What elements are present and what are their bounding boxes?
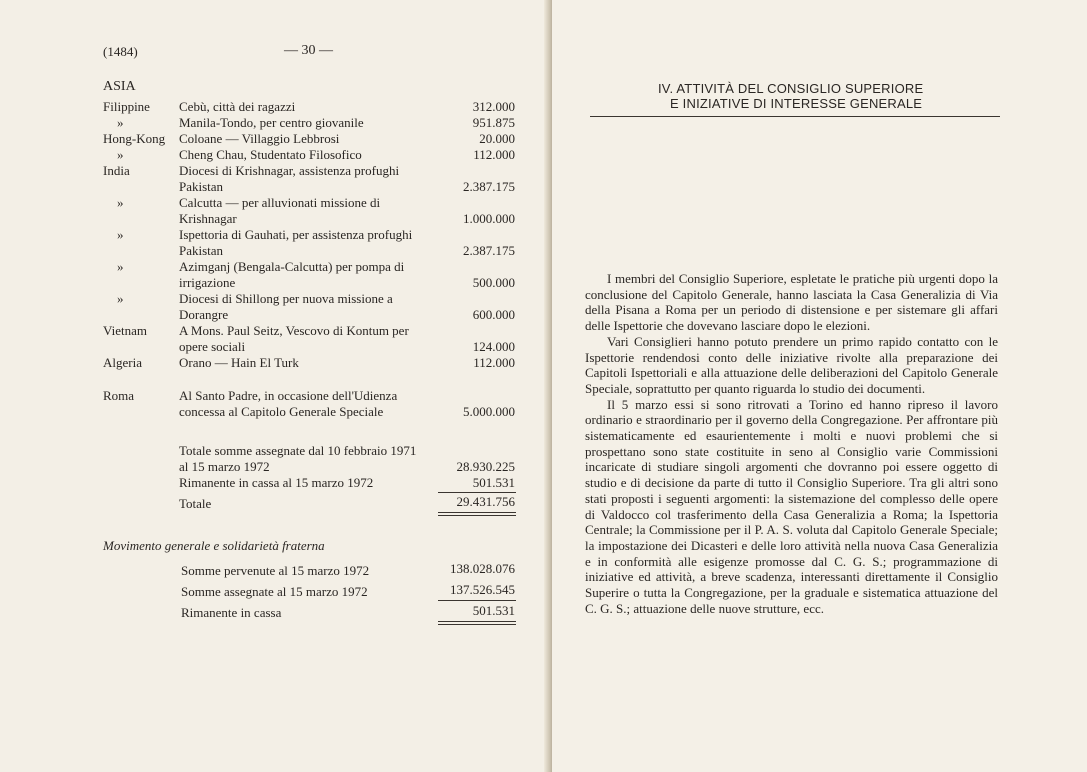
country-cell: »: [117, 115, 124, 130]
totals-line: Totale: [179, 496, 212, 511]
description-cell: Azimganj (Bengala-Calcutta) per pompa di irrigazione: [179, 259, 405, 290]
document-number: (1484): [103, 44, 138, 59]
sum-rule: [438, 492, 516, 493]
sum-rule: [438, 600, 516, 601]
description-cell: Diocesi di Shillong per nuova missione a Dorangre: [179, 291, 393, 322]
country-cell: Filippine: [103, 99, 150, 114]
movement-heading: Movimento generale e solidarietà fraterna: [103, 538, 325, 553]
description-cell: Cebù, città dei ragazzi: [179, 99, 296, 114]
page-number: — 30 —: [284, 43, 333, 58]
country-cell: Roma: [103, 388, 135, 403]
description-cell: Calcutta — per alluvionati missione di Krishnagar: [179, 195, 381, 226]
amount-cell: 312.000: [472, 99, 515, 114]
paragraph: I membri del Consiglio Superiore, espletate le pratiche più urgenti dopo la conclusione del Capitolo Generale, hanno lasciata la Casa Generalizia di Via della Pisana a Roma per un periodo di distensione e per sistemare gli affari delle Ispettorie che dovevano lasciare dopo le elezioni.: [585, 271, 998, 334]
body-text: [585, 271, 998, 616]
amount-cell: 951.875: [472, 115, 515, 130]
description-cell: Ispettoria di Gauhati, per assistenza profughi Pakistan: [179, 227, 413, 258]
amount-cell: 124.000: [472, 339, 515, 354]
paragraph: Il 5 marzo essi si sono ritrovati a Torino ed hanno ripreso il lavoro ordinario e straordinario per il governo della Congregazione. Per affrontare più sistematicamente ed esaurientemente i molti e nuovi problemi che si prospettano sono state costituite in seno al Consiglio varie Commissioni incaricate di studiare singoli argomenti che dovranno poi essere oggetto di studio e di decisione da parte di tutto il Consiglio Superiore. Tra gli altri sono stati proposti i seguenti argomenti: la sistemazione del complesso delle opere di Valdocco col trasferimento della Casa Generalizia a Roma; la Ispettoria Centrale; la Commissione per il P. A. S. voluta dal Capitolo Generale Speciale; la impostazione dei Dicasteri e delle loro attività nella nuova Casa Generalizia e in conformità alle esigenze promosse dal C. G. S.; programmazione di iniziative ed attività, a breve scadenza, interessanti direttamente il Consiglio Superire o tutta la Congregazione, per la graduale e sistematica attuazione del C. G. S.; attuazione delle nuove strutture, ecc.: [585, 396, 998, 616]
movement-label: Rimanente in cassa: [181, 605, 282, 620]
country-cell: »: [117, 227, 124, 242]
totals-line: Rimanente in cassa al 15 marzo 1972: [179, 475, 374, 490]
totals-line: al 15 marzo 1972: [179, 459, 270, 474]
table-row: [103, 259, 523, 291]
country-cell: Hong-Kong: [103, 131, 166, 146]
description-cell: Orano — Hain El Turk: [179, 355, 299, 370]
chapter-title-line: E INIZIATIVE DI INTERESSE GENERALE: [670, 96, 923, 111]
amount-cell: 112.000: [473, 147, 515, 162]
totals-amount: 28.930.225: [456, 459, 515, 474]
movement-amount: 137.526.545: [450, 582, 515, 597]
description-cell: Diocesi di Krishnagar, assistenza profughi Pakistan: [179, 163, 400, 194]
country-cell: »: [117, 147, 124, 162]
amount-cell: 112.000: [473, 355, 515, 370]
movement-label: Somme pervenute al 15 marzo 1972: [181, 563, 370, 578]
movement-amount: 501.531: [472, 603, 515, 618]
table-row: [103, 99, 523, 115]
description-cell: Cheng Chau, Studentato Filosofico: [179, 147, 362, 162]
description-cell: Manila-Tondo, per centro giovanile: [179, 115, 364, 130]
country-cell: »: [117, 291, 124, 306]
chapter-title-line: IV. ATTIVITÀ DEL CONSIGLIO SUPERIORE: [658, 81, 924, 96]
country-cell: »: [117, 195, 124, 210]
movement-label: Somme assegnate al 15 marzo 1972: [181, 584, 368, 599]
movement-amount: 138.028.076: [450, 561, 515, 576]
amount-cell: 600.000: [472, 307, 515, 322]
amount-cell: 20.000: [479, 131, 515, 146]
description-cell: A Mons. Paul Seitz, Vescovo di Kontum per opere sociali: [179, 323, 409, 354]
section-heading: ASIA: [103, 79, 136, 94]
table-row: [103, 115, 523, 131]
country-cell: Algeria: [103, 355, 142, 370]
table-row: [103, 163, 523, 195]
amount-cell: 500.000: [472, 275, 515, 290]
title-rule: [590, 116, 1000, 117]
table-row: [103, 355, 523, 371]
country-cell: India: [103, 163, 130, 178]
totals-amount: 29.431.756: [456, 494, 515, 509]
amount-cell: 1.000.000: [463, 211, 515, 226]
description-cell: Al Santo Padre, in occasione dell'Udienza concessa al Capitolo Generale Speciale: [179, 388, 398, 419]
table-row: [103, 291, 523, 323]
table-row: [103, 323, 523, 355]
country-cell: »: [117, 259, 124, 274]
double-rule: [438, 515, 516, 516]
totals-amount: 501.531: [472, 475, 515, 490]
paragraph: Vari Consiglieri hanno potuto prendere un primo rapido contatto con le Ispettorie rendendosi conto delle iniziative rivolte alla preparazione dei Capitoli Ispettoriali e alla attuazione delle deliberazioni del Capitolo Generale Speciale, soprattutto per quanto riguarda lo studio dei documenti.: [585, 333, 998, 396]
amount-cell: 5.000.000: [463, 404, 515, 419]
country-cell: Vietnam: [103, 323, 147, 338]
amount-cell: 2.387.175: [463, 179, 515, 194]
double-rule: [438, 512, 516, 513]
table-row: [103, 147, 523, 163]
double-rule: [438, 624, 516, 625]
table-row: [103, 195, 523, 227]
table-row: [103, 131, 523, 147]
table-row: [103, 227, 523, 259]
chapter-title: [650, 81, 940, 113]
double-rule: [438, 621, 516, 622]
totals-line: Totale somme assegnate dal 10 febbraio 1971: [179, 443, 417, 458]
amount-cell: 2.387.175: [463, 243, 515, 258]
table-row: [103, 388, 523, 420]
description-cell: Coloane — Villaggio Lebbrosi: [179, 131, 340, 146]
